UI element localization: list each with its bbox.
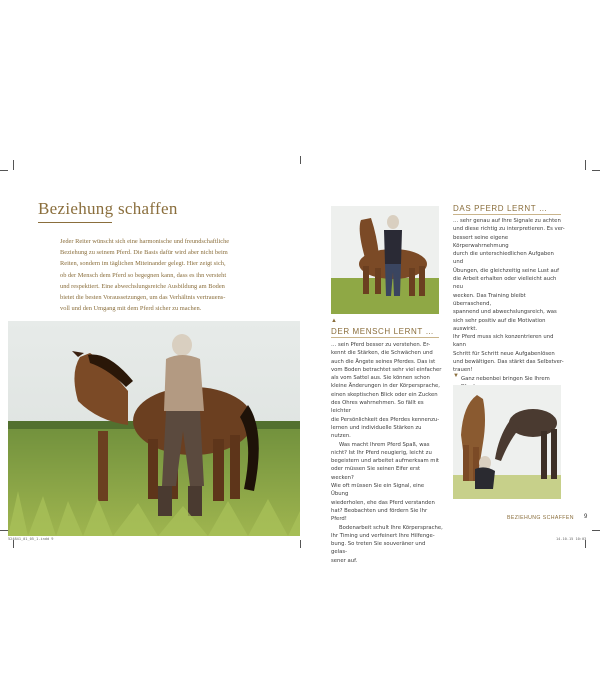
crop-mark (13, 540, 14, 548)
intro-line: ob der Mensch dem Pferd so begegnen kann, dass es ihn versteht (60, 271, 227, 279)
section-heading-pferd: DAS PFERD LERNT … (453, 204, 548, 213)
text-line: wecken. Das Training bleibt überraschend, (453, 292, 526, 307)
text-line: bessert seine eigene Körperwahrnehmung (453, 234, 509, 249)
photo-woman-leading-horse (331, 206, 439, 314)
page-title: Beziehung schaffen (38, 199, 178, 218)
text-line: kennt die Stärken, die Schwächen und (331, 350, 433, 357)
intro-line: Reiten, sondern im täglichen Miteinander gelegt. Hier zeigt sich, (60, 260, 226, 268)
text-line: des Ohres wahrnehmen. So fällt es leichter (331, 400, 424, 415)
text-line: die Arbeit erhalten oder vielleicht auch neu (453, 276, 557, 291)
text-line: vom Boden betrachtet sehr viel einfacher (331, 366, 442, 373)
intro-line: bietet die besten Voraussetzungen, um das Verhältnis vertrauens- (60, 294, 226, 302)
text-line: sener auf. (331, 557, 358, 564)
intro-line: voll und den Umgang mit dem Pferd sicher zu machen. (60, 305, 202, 313)
text-line: als vom Sattel aus. Sie können schon (331, 375, 430, 382)
section-heading-mensch: DER MENSCH LERNT … (331, 327, 435, 336)
arrow-down-icon: ▼ (453, 373, 459, 379)
text-line: begeistern und arbeitet aufmerksam mit (331, 458, 439, 465)
text-line: Schritt für Schritt neue Aufgabenlösen (453, 350, 555, 357)
text-line: hat? Beobachten und fördern Sie Ihr Pferd! (331, 507, 428, 523)
text-line: oder müssen Sie seinen Eifer erst wecken? (331, 466, 421, 481)
text-line: kleine Änderungen in der Körpersprache, (331, 383, 440, 390)
text-line: Ihr Pferd muss sich konzentrieren und kann (453, 334, 554, 349)
section-divider (331, 337, 439, 338)
text-line: die Persönlichkeit des Pferdes kennenzu- (331, 416, 440, 423)
section-mensch-text (331, 341, 443, 565)
text-line: spannend und abwechslungsreich, was (453, 309, 557, 316)
crop-mark (13, 160, 14, 170)
text-line: Bodenarbeit schult Ihre Körpersprache, (339, 524, 443, 531)
title-underline (38, 222, 112, 223)
text-line: und diese richtig zu interpretieren. Es ver- (453, 226, 565, 233)
crop-mark (0, 530, 8, 531)
photo-woman-with-two-horses (453, 385, 561, 499)
crop-mark (585, 540, 586, 548)
crop-mark (592, 170, 600, 171)
text-line: nicht? Ist Ihr Pferd neugierig, leicht zu (331, 449, 432, 456)
text-line: Übungen, die gleichzeitig seine Lust auf (453, 267, 560, 274)
text-line: sich sehr positiv auf die Motivation auswirkt. (453, 317, 546, 332)
text-line: Was macht Ihrem Pferd Spaß, was (339, 441, 430, 448)
text-line: bung. So treten Sie souveräner und gelas- (331, 541, 426, 556)
crop-mark (300, 156, 301, 164)
text-line: durch die unterschiedlichen Aufgaben und (453, 251, 554, 266)
text-line: Ganz nebenbei bringen Sie Ihrem (461, 375, 550, 382)
print-slug-right: 14.10.15 10:03 (556, 537, 587, 541)
text-line: … sehr genau auf Ihre Signale zu achten (453, 218, 561, 224)
crop-mark (0, 170, 8, 171)
photo-woman-with-horse (8, 321, 300, 536)
text-line: … sein Pferd besser zu verstehen. Er- (331, 342, 431, 348)
crop-mark (592, 530, 600, 531)
running-footer: BEZIEHUNG SCHAFFEN (507, 515, 574, 521)
text-line: einen skeptischen Blick oder ein Zucken (331, 391, 438, 398)
intro-line: Beziehung zu seinem Pferd. Die Basis dafür wird aber nicht beim (60, 249, 228, 257)
text-line: und bewältigen. Das stärkt das Selbstver- (453, 359, 564, 366)
arrow-up-icon: ▲ (331, 318, 337, 324)
text-line: lernen und individuelle Stärken zu nutzen. (331, 424, 422, 440)
crop-mark (300, 540, 301, 548)
intro-paragraph (60, 236, 256, 314)
section-divider (453, 214, 561, 215)
text-line: auch die Ängste seines Pferdes. Das ist (331, 358, 436, 365)
text-line: wiederholen, ehe das Pferd verstanden (331, 499, 435, 506)
text-line: Wie oft müssen Sie ein Signal, eine Übung (331, 483, 425, 498)
print-slug-left: 524841_01_05_1.indd 9 (8, 537, 54, 541)
page-number: 9 (584, 514, 588, 520)
crop-mark (585, 160, 586, 170)
intro-line: und respektiert. Eine abwechslungsreiche Ausbildung am Boden (60, 282, 225, 290)
intro-line: Jeder Reiter wünscht sich eine harmonische und freundschaftliche (60, 238, 230, 245)
text-line: Ihr Timing und verfeinert Ihre Hilfenge- (331, 532, 435, 539)
text-line: trauen! (453, 367, 473, 374)
